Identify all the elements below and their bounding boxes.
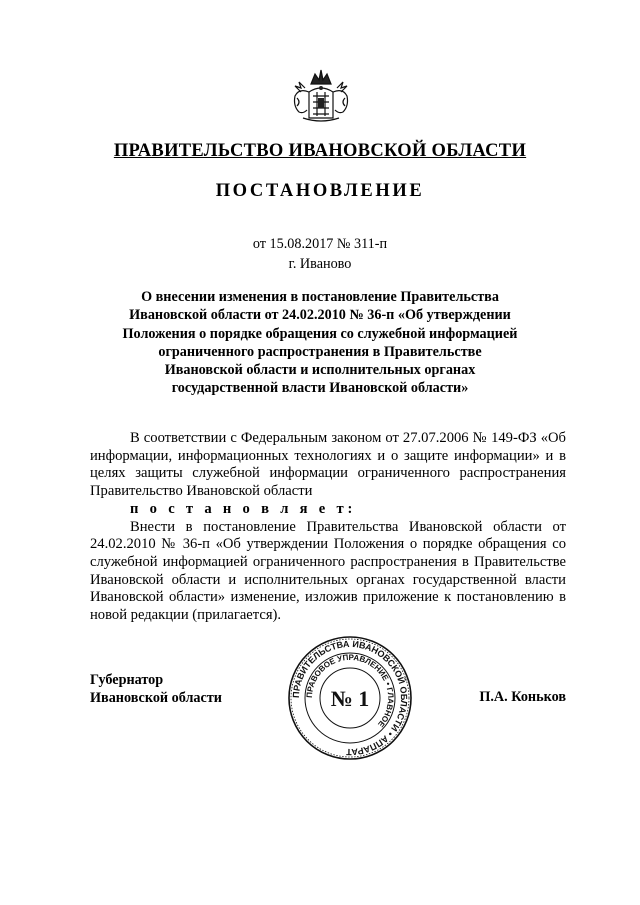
- paragraph-preamble: В соответствии с Федеральным законом от 27.07.2006 № 149-ФЗ «Об информации, информационных технологиях и о защите информации» и в целях защиты служебной информации ограниченного распространения Правительство Ивановской области: [90, 430, 566, 500]
- official-seal: [287, 635, 413, 761]
- decree-colon: :: [347, 500, 357, 517]
- city: г. Иваново: [288, 256, 352, 272]
- decree-word-text: п о с т а н о в л я е т: [130, 500, 348, 517]
- document-type: ПОСТАНОВЛЕНИЕ: [215, 181, 425, 201]
- organization-title: ПРАВИТЕЛЬСТВО ИВАНОВСКОЙ ОБЛАСТИ: [113, 141, 527, 161]
- date-number: от 15.08.2017 № 311-п: [252, 236, 388, 252]
- title-line: Ивановской области от 24.02.2010 № 36-п «Об утверждении: [129, 307, 511, 324]
- signatory-name: П.А. Коньков: [479, 689, 566, 705]
- title-line: государственной власти Ивановской области»: [171, 380, 469, 397]
- position-line: Губернатор: [90, 672, 164, 688]
- seal-number: № 1: [330, 686, 370, 711]
- document-title: [100, 288, 540, 398]
- signatory-position: [90, 671, 222, 707]
- coat-of-arms-icon: [289, 62, 353, 126]
- title-line: О внесении изменения в постановление Правительства: [141, 289, 499, 305]
- decree-word: [90, 501, 566, 519]
- seal-inner-text: ПРАВОВОЕ УПРАВЛЕНИЕ • ГЛАВНОЕ: [304, 652, 396, 729]
- title-line: Положения о порядке обращения со служебной информацией: [122, 325, 518, 342]
- seal-outer-text: ПРАВИТЕЛЬСТВА ИВАНОВСКОЙ ОБЛАСТИ • АППАРАТ: [290, 638, 410, 758]
- body-text: [90, 430, 566, 625]
- title-line: ограниченного распространения в Правительстве: [158, 343, 482, 360]
- paragraph-decision: Внести в постановление Правительства Ивановской области от 24.02.2010 № 36-п «Об утверждении Положения о порядке обращения со служебной информацией ограниченного распространения в Правительстве Ивановской области и исполнительных органах государственной власти Ивановской области» изменение, изложив приложение к постановлению в новой редакции (прилагается).: [90, 518, 566, 624]
- title-line: Ивановской области и исполнительных органах: [164, 362, 476, 379]
- position-line: Ивановской области: [90, 690, 222, 706]
